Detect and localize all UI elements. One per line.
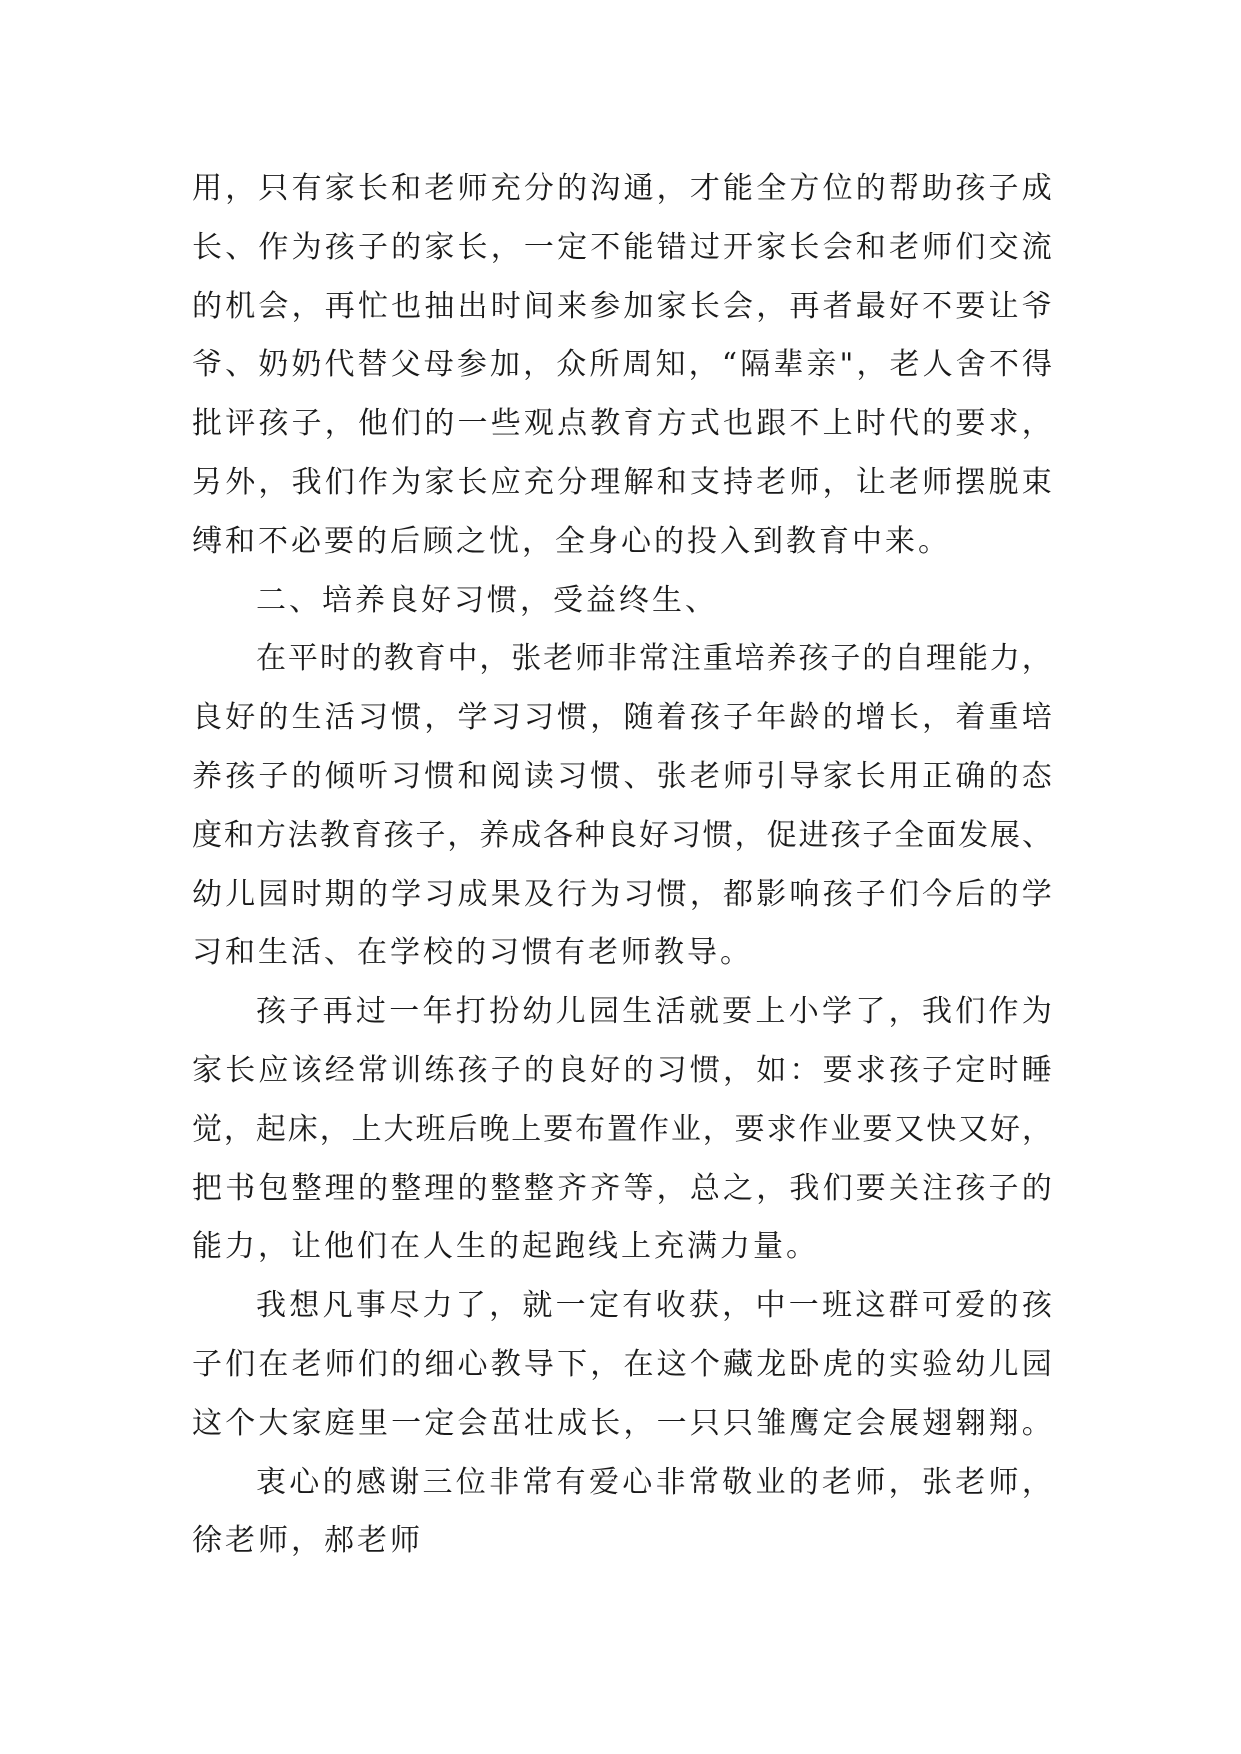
text-line: 徐老师，郝老师 [192, 1523, 423, 1559]
text-line: 我 想 凡 事 尽 力 了 ， 就 一 定 有 收 获 ， 中 一 班 这 群 可 爱 的 孩 [256, 1288, 1052, 1324]
text-line: 家 长 应 该 经 常 训 练 孩 子 的 良 好 的 习 惯 ， 如 ： 要 求 孩 子 定 时 睡 [192, 1052, 1052, 1088]
text-line: 用 ， 只 有 家 长 和 老 师 充 分 的 沟 通 ， 才 能 全 方 位 的 帮 助 孩 子 成 [192, 171, 1052, 206]
text-line: 幼 儿 园 时 期 的 学 习 成 果 及 行 为 习 惯 ， 都 影 响 孩 子 们 今 后 的 学 [192, 876, 1052, 912]
text-line: 度 和 方 法 教 育 孩 子 ， 养 成 各 种 良 好 习 惯 ， 促 进 孩 子 全 面 发 展 、 [192, 817, 1052, 853]
text-line: 觉 ， 起 床 ， 上 大 班 后 晚 上 要 布 置 作 业 ， 要 求 作 业 要 又 快 又 好 ， [192, 1111, 1052, 1147]
text-line: 能力，让他们在人生的起跑线上充满力量。 [192, 1229, 819, 1265]
text-line: 的 机 会 ， 再 忙 也 抽 出 时 间 来 参 加 家 长 会 ， 再 者 最 好 不 要 让 爷 [192, 288, 1052, 324]
text-line: 二、培养良好习惯，受益终生、 [256, 582, 718, 618]
text-line: 孩 子 再 过 一 年 打 扮 幼 儿 园 生 活 就 要 上 小 学 了 ， 我 们 作 为 [256, 994, 1052, 1030]
text-line: 缚和不必要的后顾之忧，全身心的投入到教育中来。 [192, 523, 951, 559]
text-line: 另 外 ， 我 们 作 为 家 长 应 充 分 理 解 和 支 持 老 师 ， 让 老 师 摆 脱 束 [192, 464, 1052, 500]
text-line: 在 平 时 的 教 育 中 ， 张 老 师 非 常 注 重 培 养 孩 子 的 自 理 能 力 ， [256, 641, 1052, 677]
text-line: 良 好 的 生 活 习 惯 ， 学 习 习 惯 ， 随 着 孩 子 年 龄 的 增 长 ， 着 重 培 [192, 700, 1052, 736]
text-line: 把 书 包 整 理 的 整 理 的 整 整 齐 齐 等 ， 总 之 ， 我 们 要 关 注 孩 子 的 [192, 1170, 1052, 1206]
text-line: 长 、 作 为 孩 子 的 家 长 ， 一 定 不 能 错 过 开 家 长 会 和 老 师 们 交 流 [192, 229, 1052, 265]
text-line: 衷 心 的 感 谢 三 位 非 常 有 爱 心 非 常 敬 业 的 老 师 ， 张 老 师 ， [256, 1464, 1052, 1500]
document-body [192, 160, 1052, 1571]
text-line: 这 个 大 家 庭 里 一 定 会 茁 壮 成 长 ， 一 只 只 雏 鹰 定 会 展 翅 翱 翔 。 [192, 1405, 1052, 1441]
text-line: 批 评 孩 子 ， 他 们 的 一 些 观 点 教 育 方 式 也 跟 不 上 时 代 的 要 求 ， [192, 406, 1052, 442]
text-line: 习和生活、在学校的习惯有老师教导。 [192, 935, 753, 971]
text-line: 爷 、 奶 奶 代 替 父 母 参 加 ， 众 所 周 知 ， “ 隔 辈 亲 " ， 老 人 舍 不 得 [192, 347, 1052, 383]
text-line: 养 孩 子 的 倾 听 习 惯 和 阅 读 习 惯 、 张 老 师 引 导 家 长 用 正 确 的 态 [192, 758, 1052, 794]
text-line: 子 们 在 老 师 们 的 细 心 教 导 下 ， 在 这 个 藏 龙 卧 虎 的 实 验 幼 儿 园 [192, 1346, 1052, 1382]
